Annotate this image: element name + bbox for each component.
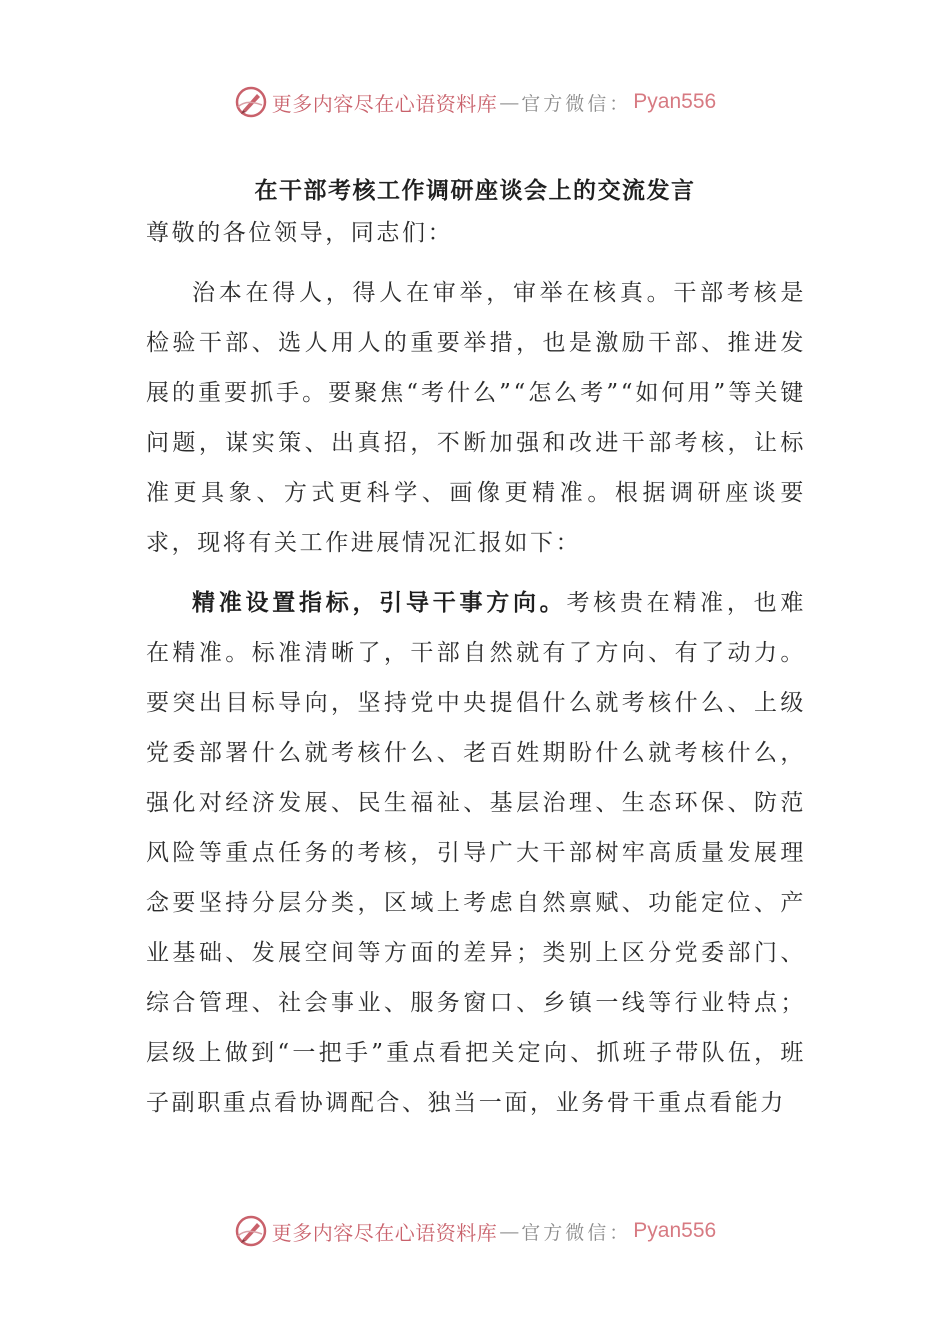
pen-logo-icon: [234, 85, 268, 119]
banner-dash: —: [499, 90, 520, 114]
paragraph-heading: 精准设置指标，引导干事方向。: [192, 590, 567, 616]
header-banner: [0, 82, 950, 122]
paragraph-intro: 治本在得人，得人在审举，审举在核真。干部考核是检验干部、选人用人的重要举措，也是激励干部、推进发展的重要抓手。要聚焦“考什么”“怎么考”“如何用”等关键问题，谋实策、出真招，不断加强和改进干部考核，让标准更具象、方式更科学、画像更精准。根据调研座谈要求，现将有关工作进展情况汇报如下：: [146, 280, 806, 556]
paragraph-text: 考核贵在精准，也难在精准。标准清晰了，干部自然就有了方向、有了动力。要突出目标导向，坚持党中央提倡什么就考核什么、上级党委部署什么就考核什么、老百姓期盼什么就考核什么，强化对经济发展、民生福祉、基层治理、生态环保、防范风险等重点任务的考核，引导广大干部树牢高质量发展理念要坚持分层分类，区域上考虑自然禀赋、功能定位、产业基础、发展空间等方面的差异；类别上区分党委部门、综合管理、社会事业、服务窗口、乡镇一线等行业特点；层级上做到“一把手”重点看把关定向、抓班子带队伍，班子副职重点看协调配合、独当一面，业务骨干重点看能力: [146, 590, 806, 1116]
greeting: 尊敬的各位领导，同志们：: [146, 220, 454, 246]
banner-site-text: 更多内容尽在心语资料库: [271, 91, 498, 116]
footer-banner: [0, 1211, 950, 1251]
banner-wechat-label: 官方微信：: [521, 1221, 632, 1244]
banner-wechat-id: Pyan556: [633, 1219, 717, 1242]
banner-wechat-id: Pyan556: [633, 90, 717, 113]
document-title: 在干部考核工作调研座谈会上的交流发言: [254, 178, 696, 204]
banner-dash: —: [499, 1219, 520, 1243]
document-body: [146, 208, 806, 1138]
banner-site-text: 更多内容尽在心语资料库: [271, 1220, 498, 1245]
banner-wechat-label: 官方微信：: [521, 92, 632, 115]
pen-logo-icon: [234, 1214, 268, 1248]
paragraph-indicators: [146, 578, 806, 1128]
